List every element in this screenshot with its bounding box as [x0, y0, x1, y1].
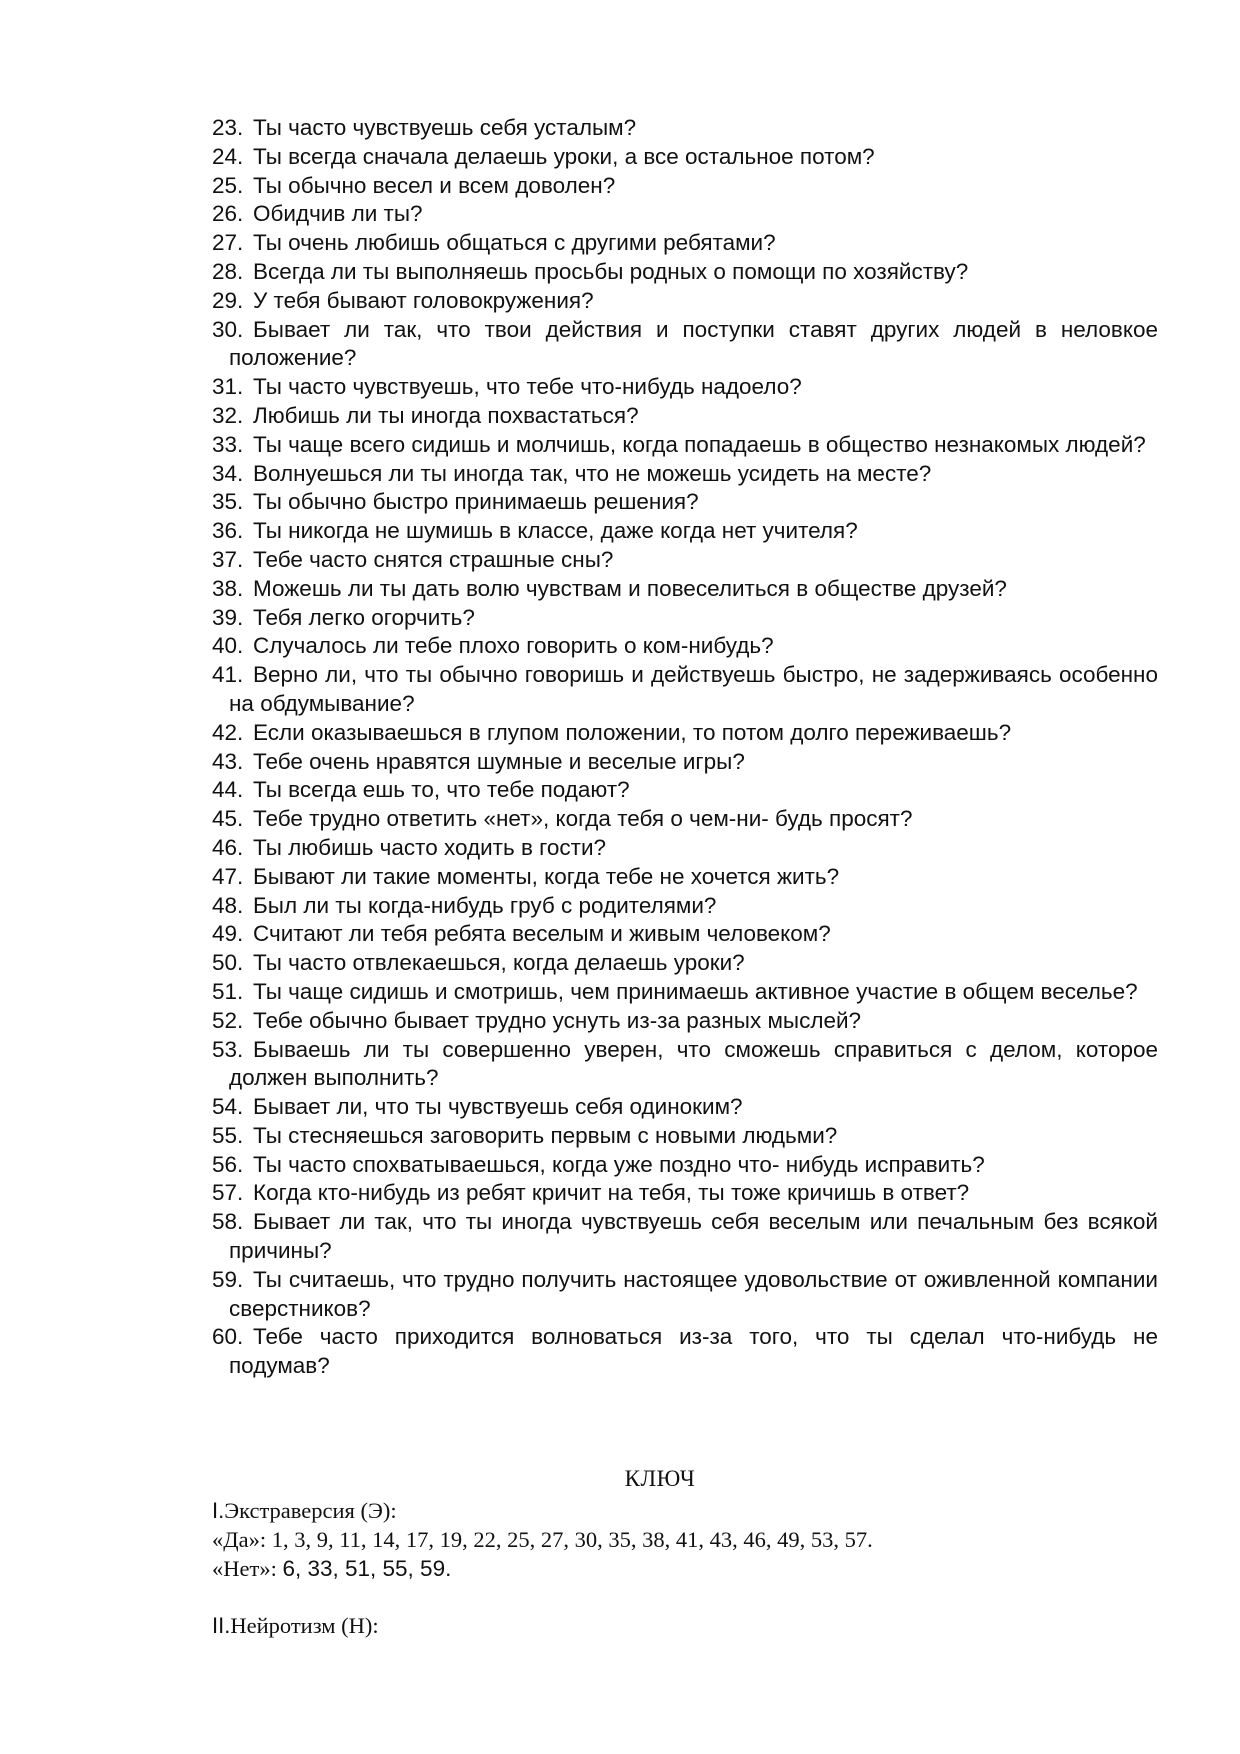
- question-number: 42.: [212, 719, 244, 745]
- question-item: [212, 1323, 1158, 1381]
- question-item: [212, 172, 1158, 201]
- question-number: 26.: [212, 201, 244, 227]
- no-items: 6, 33, 51, 55, 59.: [282, 1556, 452, 1581]
- question-item: [212, 546, 1158, 575]
- question-text: Ты всегда сначала делаешь уроки, а все остальное потом?: [253, 143, 875, 169]
- question-item: [212, 892, 1158, 921]
- question-number: 23.: [212, 115, 244, 140]
- question-text: Бывает ли, что ты чувствуешь себя одиноким?: [253, 1094, 743, 1120]
- question-text: Тебе часто снятся страшные сны?: [253, 546, 614, 572]
- question-text: Ты очень любишь общаться с другими ребятами?: [253, 230, 776, 256]
- key-section: [212, 1496, 1158, 1640]
- key-scale-extraversion: [212, 1496, 1158, 1583]
- question-text: У тебя бывают головокружения?: [253, 287, 594, 313]
- question-text: Ты любишь часто ходить в гости?: [253, 834, 607, 860]
- question-item: [212, 834, 1158, 863]
- scale-name: Нейротизм (Н):: [230, 1613, 379, 1638]
- question-number: 56.: [212, 1151, 244, 1177]
- question-text: Случалось ли тебе плохо говорить о ком-нибудь?: [253, 633, 774, 659]
- question-item: [212, 776, 1158, 805]
- question-item: [212, 805, 1158, 834]
- question-item: [212, 1151, 1158, 1180]
- question-item: [212, 863, 1158, 892]
- scale-number: II.: [212, 1613, 231, 1638]
- question-text: Ты считаешь, что трудно получить настоящее удовольствие от оживленной компании сверстников?: [229, 1266, 1158, 1321]
- question-item: [212, 488, 1158, 517]
- question-item: [212, 316, 1158, 374]
- question-item: [212, 719, 1158, 748]
- question-item: [212, 287, 1158, 316]
- question-text: Бывает ли так, что ты иногда чувствуешь себя веселым или печальным без всякой причины?: [229, 1209, 1158, 1264]
- question-number: 38.: [212, 575, 244, 601]
- question-number: 43.: [212, 748, 244, 774]
- question-number: 34.: [212, 460, 244, 486]
- question-item: [212, 373, 1158, 402]
- question-item: [212, 1208, 1158, 1266]
- question-list: [212, 114, 1158, 1381]
- question-text: Ты часто чувствуешь, что тебе что-нибудь надоело?: [253, 374, 802, 400]
- question-text: Ты обычно быстро принимаешь решения?: [253, 489, 699, 515]
- question-text: Ты чаще сидишь и смотришь, чем принимаешь активное участие в общем веселье?: [253, 978, 1138, 1004]
- question-text: Ты всегда ешь то, что тебе подают?: [253, 777, 630, 803]
- question-item: [212, 229, 1158, 258]
- question-text: Ты обычно весел и всем доволен?: [253, 172, 616, 198]
- question-number: 30.: [212, 316, 244, 342]
- question-number: 46.: [212, 834, 244, 860]
- question-number: 41.: [212, 662, 244, 688]
- question-item: [212, 1122, 1158, 1151]
- question-item: [212, 604, 1158, 633]
- question-number: 33.: [212, 431, 244, 457]
- question-number: 28.: [212, 258, 244, 284]
- question-number: 50.: [212, 950, 244, 976]
- question-item: [212, 431, 1158, 460]
- question-number: 47.: [212, 863, 244, 889]
- question-item: [212, 748, 1158, 777]
- question-number: 29.: [212, 287, 244, 313]
- question-text: Можешь ли ты дать волю чувствам и повеселиться в обществе друзей?: [253, 575, 1007, 601]
- yes-label: «Да»:: [212, 1527, 267, 1552]
- question-item: [212, 575, 1158, 604]
- question-text: Бываешь ли ты совершенно уверен, что сможешь справиться с делом, которое должен выполнить?: [229, 1036, 1158, 1091]
- question-text: Бывают ли такие моменты, когда тебе не хочется жить?: [253, 863, 840, 889]
- question-item: [212, 661, 1158, 719]
- no-answers-line: [212, 1554, 1158, 1583]
- question-item: [212, 1266, 1158, 1324]
- question-number: 35.: [212, 489, 244, 515]
- question-text: Тебе трудно ответить «нет», когда тебя о чем-ни- будь просят?: [253, 806, 913, 832]
- question-item: [212, 1179, 1158, 1208]
- scale-number: I.: [212, 1498, 225, 1523]
- question-number: 40.: [212, 633, 244, 659]
- question-text: Тебе обычно бывает трудно уснуть из-за разных мыслей?: [253, 1007, 862, 1033]
- question-number: 24.: [212, 143, 244, 169]
- question-item: [212, 200, 1158, 229]
- question-number: 44.: [212, 777, 244, 803]
- question-text: Волнуешься ли ты иногда так, что не можешь усидеть на месте?: [253, 460, 932, 486]
- question-text: Обидчив ли ты?: [253, 201, 423, 227]
- question-number: 60.: [212, 1324, 244, 1350]
- question-item: [212, 1036, 1158, 1094]
- question-item: [212, 517, 1158, 546]
- question-text: Тебя легко огорчить?: [253, 604, 475, 630]
- question-text: Ты никогда не шумишь в классе, даже когда нет учителя?: [253, 518, 858, 544]
- key-title: КЛЮЧ: [624, 1466, 696, 1491]
- question-number: 59.: [212, 1266, 244, 1292]
- question-item: [212, 460, 1158, 489]
- question-number: 32.: [212, 402, 244, 428]
- question-number: 48.: [212, 892, 244, 918]
- question-number: 25.: [212, 172, 244, 198]
- question-number: 54.: [212, 1094, 244, 1120]
- question-text: Бывает ли так, что твои действия и поступки ставят других людей в неловкое положение?: [229, 316, 1158, 371]
- question-number: 45.: [212, 806, 244, 832]
- no-label: «Нет»:: [212, 1556, 277, 1581]
- question-item: [212, 258, 1158, 287]
- question-number: 36.: [212, 518, 244, 544]
- scale-title: [212, 1611, 1158, 1640]
- question-text: Был ли ты когда-нибудь груб с родителями?: [253, 892, 717, 918]
- question-number: 31.: [212, 374, 244, 400]
- key-scale-neuroticism: [212, 1611, 1158, 1640]
- question-text: Тебе часто приходится волноваться из-за того, что ты сделал что-нибудь не подумав?: [229, 1324, 1158, 1379]
- question-item: [212, 114, 1158, 143]
- question-number: 52.: [212, 1007, 244, 1033]
- question-number: 57.: [212, 1180, 244, 1206]
- question-text: Тебе очень нравятся шумные и веселые игры?: [253, 748, 745, 774]
- question-text: Считают ли тебя ребята веселым и живым человеком?: [253, 921, 831, 947]
- question-number: 39.: [212, 604, 244, 630]
- scale-title: [212, 1496, 1158, 1525]
- question-text: Когда кто-нибудь из ребят кричит на тебя, ты тоже кричишь в ответ?: [253, 1180, 970, 1206]
- question-item: [212, 143, 1158, 172]
- yes-items: 1, 3, 9, 11, 14, 17, 19, 22, 25, 27, 30, 35, 38, 41, 43, 46, 49, 53, 57.: [271, 1527, 873, 1552]
- question-number: 53.: [212, 1036, 244, 1062]
- question-text: Ты часто отвлекаешься, когда делаешь уроки?: [253, 950, 745, 976]
- scale-name: Экстраверсия (Э):: [224, 1498, 397, 1523]
- question-item: [212, 1007, 1158, 1036]
- question-text: Ты часто спохватываешься, когда уже поздно что- нибудь исправить?: [253, 1151, 985, 1177]
- question-number: 51.: [212, 978, 244, 1004]
- question-number: 55.: [212, 1122, 244, 1148]
- question-item: [212, 978, 1158, 1007]
- question-number: 37.: [212, 546, 244, 572]
- question-item: [212, 949, 1158, 978]
- question-number: 27.: [212, 230, 244, 256]
- question-item: [212, 632, 1158, 661]
- question-text: Верно ли, что ты обычно говоришь и действуешь быстро, не задерживаясь особенно на обдумывание?: [229, 662, 1158, 716]
- question-text: Если оказываешься в глупом положении, то потом долго переживаешь?: [253, 719, 1012, 745]
- question-text: Ты часто чувствуешь себя усталым?: [253, 115, 637, 140]
- question-item: [212, 920, 1158, 949]
- question-number: 58.: [212, 1209, 244, 1235]
- question-number: 49.: [212, 921, 244, 947]
- question-text: Всегда ли ты выполняешь просьбы родных о помощи по хозяйству?: [253, 258, 969, 284]
- question-text: Ты стесняешься заговорить первым с новыми людьми?: [253, 1122, 838, 1148]
- question-text: Любишь ли ты иногда похвастаться?: [253, 402, 639, 428]
- question-item: [212, 402, 1158, 431]
- yes-answers-line: [212, 1525, 1158, 1554]
- question-item: [212, 1093, 1158, 1122]
- question-text: Ты чаще всего сидишь и молчишь, когда попадаешь в общество незнакомых людей?: [253, 431, 1146, 457]
